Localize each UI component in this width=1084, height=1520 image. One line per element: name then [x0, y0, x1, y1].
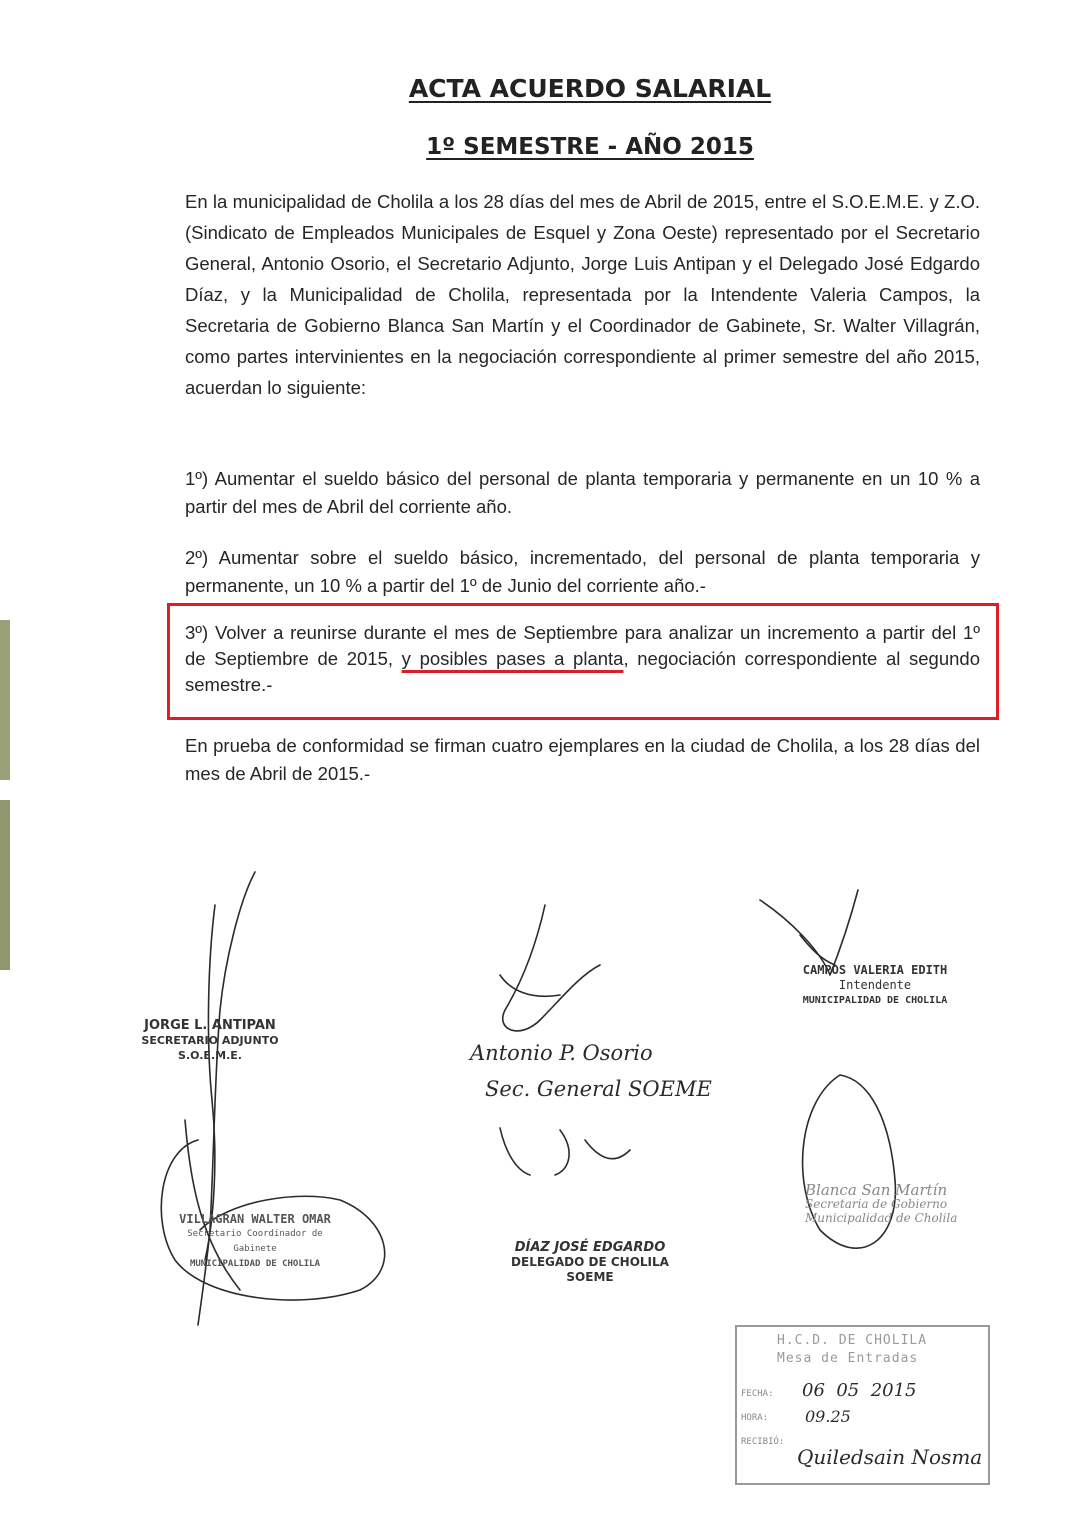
antipan-name: JORGE L. ANTIPAN — [144, 1018, 276, 1033]
clause-3-text-after: , negociación correspondiente al segundo semestre.- — [185, 648, 981, 695]
antipan-org: S.O.E.M.E. — [178, 1049, 242, 1062]
antipan-role: SECRETARIO ADJUNTO — [141, 1034, 279, 1047]
document-title: ACTA ACUERDO SALARIAL — [408, 74, 772, 103]
stamp-recibio-label: RECIBIÓ: — [741, 1437, 785, 1447]
signatory-villagran — [165, 1212, 345, 1272]
intro-paragraph: En la municipalidad de Cholila a los 28 días del mes de Abril de 2015, entre el S.O.E.M.E. y Z.O. (Sindicato de Empleados Municipales de Esquel y Zona Oeste) representado por el Secretario General, Antonio Osorio, el Secretario Adjunto, Jorge Luis Antipan y el Delegado José Edgardo Díaz, y la Municipalidad de Cholila, representada por la Intendente Valeria Campos, la Secretaria de Gobierno Blanca San Martín y el Coordinador de Gabinete, Sr. Walter Villagrán, como partes intervinientes en la negociación correspondiente al primer semestre del año 2015, acuerdan lo siguiente: — [185, 191, 980, 398]
reception-stamp — [735, 1325, 990, 1485]
stamp-header: H.C.D. DE CHOLILA — [777, 1333, 928, 1348]
sanmartin-name: Blanca San Martín — [805, 1181, 948, 1199]
campos-name: CAMPOS VALERIA EDITH — [802, 963, 948, 977]
signatory-sanmartin — [805, 1183, 985, 1225]
clause-3-text-before: 3º) Volver a reunirse durante el mes de Septiembre para analizar un incremento a partir del 1º de Septiembre de 2015, — [185, 622, 980, 669]
campos-org: MUNICIPALIDAD DE CHOLILA — [802, 995, 948, 1006]
diaz-name: DÍAZ JOSÉ EDGARDO — [514, 1240, 666, 1255]
clause-1: 1º) Aumentar el sueldo básico del personal de planta temporaria y permanente en un 10 % a partir del mes de Abril del corriente año. — [185, 468, 980, 517]
signatory-diaz — [490, 1240, 690, 1285]
villagran-role: Secretario Coordinador de Gabinete — [187, 1229, 323, 1254]
stamp-fecha-value: 06 05 2015 — [802, 1380, 917, 1401]
diaz-org: SOEME — [566, 1270, 614, 1284]
villagran-org: MUNICIPALIDAD DE CHOLILA — [189, 1259, 321, 1269]
campos-role: Intendente — [838, 978, 912, 992]
sanmartin-org: Municipalidad de Cholila — [805, 1211, 958, 1225]
diaz-role: DELEGADO DE CHOLILA — [511, 1255, 669, 1269]
signatory-osorio — [470, 1035, 730, 1107]
stamp-hora-value: 09.25 — [805, 1407, 851, 1426]
villagran-name: VILLAGRAN WALTER OMAR — [179, 1212, 331, 1226]
signatory-campos — [770, 963, 980, 1008]
stamp-hora-label: HORA: — [741, 1413, 769, 1423]
osorio-role: Sec. General SOEME — [485, 1077, 712, 1101]
stamp-fecha-label: FECHA: — [741, 1389, 774, 1399]
osorio-name: Antonio P. Osorio — [470, 1041, 653, 1065]
clause-2: 2º) Aumentar sobre el sueldo básico, incrementado, del personal de planta temporaria y permanente, un 10 % a partir del 1º de Junio del corriente año.- — [185, 547, 980, 596]
sanmartin-role: Secretaria de Gobierno — [805, 1197, 948, 1211]
signatory-antipan — [120, 1018, 300, 1063]
document-subtitle: 1º SEMESTRE - AÑO 2015 — [426, 134, 754, 160]
stamp-recibio-value: Quiledsain Nosma — [797, 1445, 983, 1469]
closing-paragraph: En prueba de conformidad se firman cuatro ejemplares en la ciudad de Cholila, a los 28 días del mes de Abril de 2015.- — [185, 735, 980, 784]
stamp-subheader: Mesa de Entradas — [777, 1351, 919, 1366]
clause-3-underlined-text: y posibles pases a planta — [401, 648, 624, 669]
